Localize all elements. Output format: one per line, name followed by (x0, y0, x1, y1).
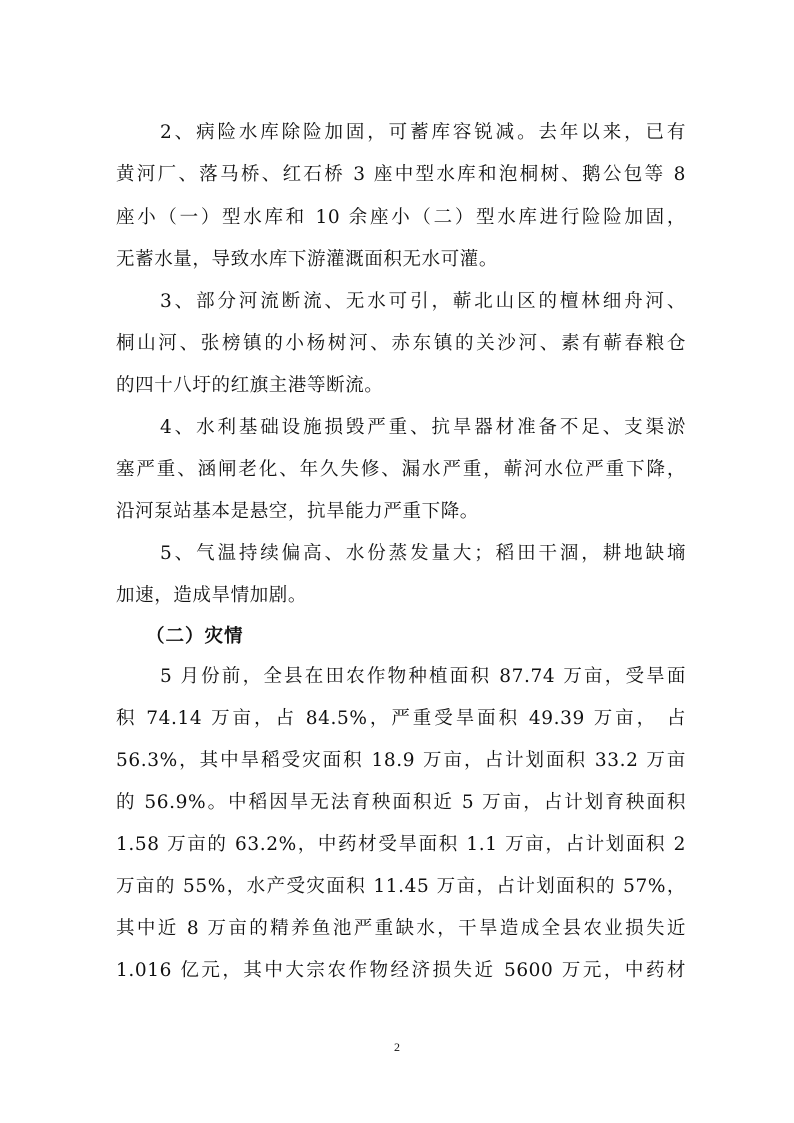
paragraph-2-line-3: 的四十八圩的红旗主港等断流。 (116, 375, 384, 396)
disaster-line-6: 万亩的 55%，水产受灾面积 11.45 万亩，占计划面积的 57%， (116, 876, 686, 897)
section-heading: （二）灾情 (146, 626, 244, 647)
paragraph-1-line-4: 无蓄水量，导致水库下游灌溉面积无水可灌。 (116, 249, 499, 270)
paragraph-4-line-2: 加速，造成旱情加剧。 (116, 585, 308, 606)
page-number: 2 (394, 1040, 400, 1054)
paragraph-3-line-2: 塞严重、涵闸老化、年久失修、漏水严重，蕲河水位严重下降， (116, 459, 686, 480)
disaster-line-2: 积 74.14 万亩，占 84.5%，严重受旱面积 49.39 万亩， 占 (116, 708, 686, 729)
paragraph-3-line-1: 4、水利基础设施损毁严重、抗旱器材准备不足、支渠淤 (160, 417, 686, 438)
disaster-line-7: 其中近 8 万亩的精养鱼池严重缺水，干旱造成全县农业损失近 (116, 918, 686, 939)
paragraph-4-line-1: 5、气温持续偏高、水份蒸发量大；稻田干涸，耕地缺墒 (160, 543, 686, 564)
paragraph-1-line-1: 2、病险水库除险加固，可蓄库容锐减。去年以来，已有 (160, 122, 686, 143)
disaster-line-5: 1.58 万亩的 63.2%，中药材受旱面积 1.1 万亩，占计划面积 2 (116, 834, 686, 855)
disaster-line-3: 56.3%，其中旱稻受灾面积 18.9 万亩，占计划面积 33.2 万亩 (116, 750, 686, 771)
disaster-line-1: 5 月份前，全县在田农作物种植面积 87.74 万亩，受旱面 (160, 666, 686, 687)
paragraph-1-line-3: 座小（一）型水库和 10 余座小（二）型水库进行险险加固， (116, 207, 686, 228)
paragraph-3-line-3: 沿河泵站基本是悬空，抗旱能力严重下降。 (116, 501, 479, 522)
disaster-line-8: 1.016 亿元，其中大宗农作物经济损失近 5600 万元，中药材 (116, 960, 686, 981)
paragraph-2-line-2: 桐山河、张榜镇的小杨树河、赤东镇的关沙河、素有蕲春粮仓 (116, 333, 686, 354)
paragraph-1-line-2: 黄河厂、落马桥、红石桥 3 座中型水库和泡桐树、鹅公包等 8 (116, 164, 686, 185)
disaster-line-4: 的 56.9%。中稻因旱无法育秧面积近 5 万亩，占计划育秧面积 (116, 792, 686, 813)
paragraph-2-line-1: 3、部分河流断流、无水可引，蕲北山区的檀林细舟河、 (160, 291, 686, 312)
